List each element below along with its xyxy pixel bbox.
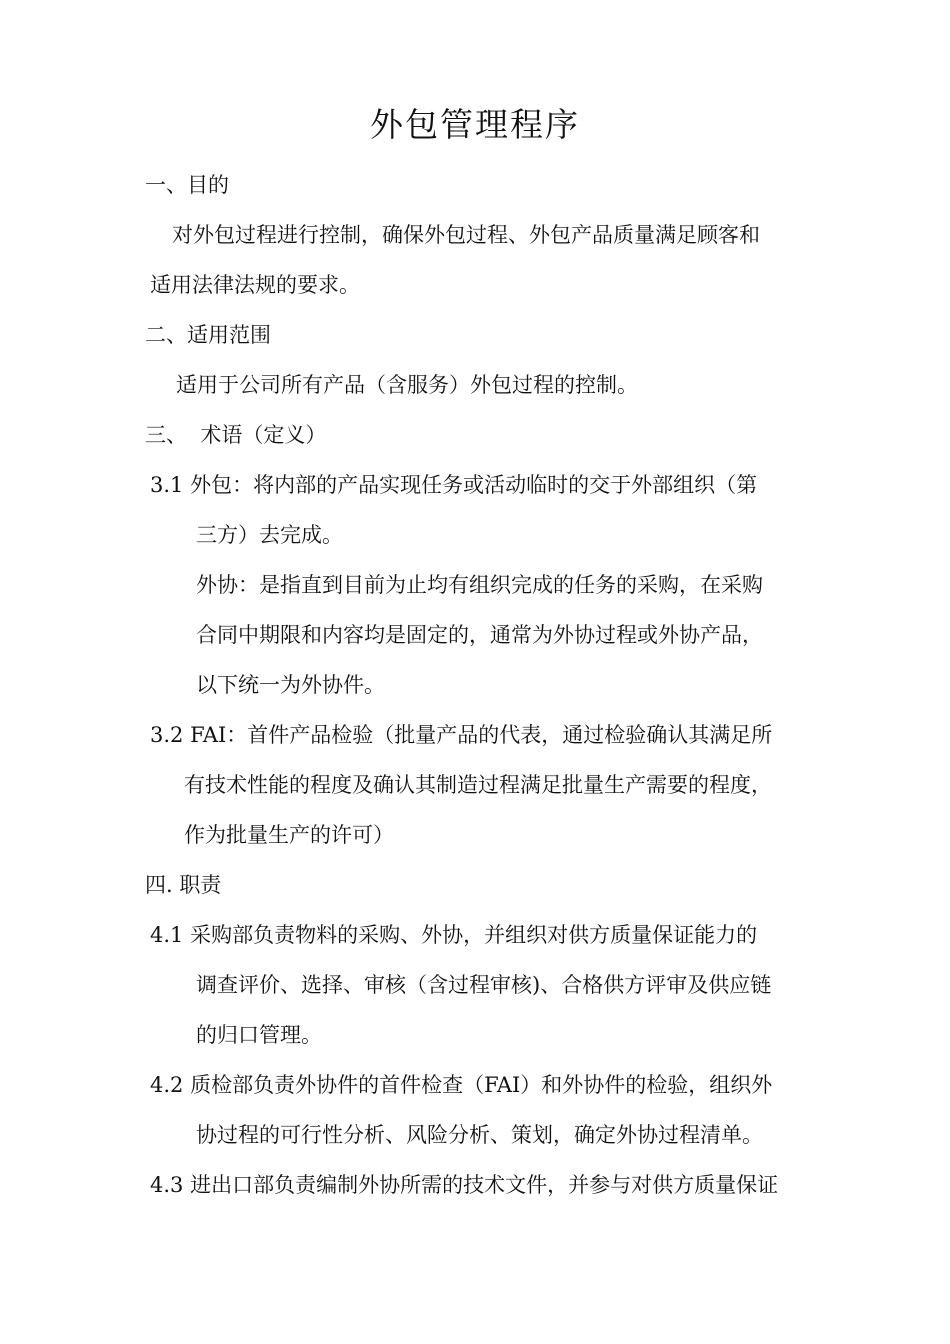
paragraph-line: 适用于公司所有产品（含服务）外包过程的控制。	[176, 373, 638, 397]
numbered-item-4-2: 4.2 质检部负责外协件的首件检查（FAI）和外协件的检验，组织外	[150, 1073, 773, 1097]
numbered-item-3-2: 3.2 FAI：首件产品检验（批量产品的代表，通过检验确认其满足所	[150, 723, 773, 747]
page-title: 外包管理程序	[370, 105, 580, 144]
numbered-item-4-1: 4.1 采购部负责物料的采购、外协，并组织对供方质量保证能力的	[150, 923, 758, 947]
paragraph-line: 合同中期限和内容均是固定的，通常为外协过程或外协产品，	[196, 623, 763, 647]
paragraph-line: 协过程的可行性分析、风险分析、策划，确定外协过程清单。	[196, 1123, 763, 1147]
numbered-item-4-3: 4.3 进出口部负责编制外协所需的技术文件，并参与对供方质量保证	[150, 1173, 779, 1197]
paragraph-line: 调查评价、选择、审核（含过程审核)、合格供方评审及供应链	[196, 973, 772, 997]
paragraph-line: 三方）去完成。	[196, 523, 343, 547]
numbered-item-3-1: 3.1 外包：将内部的产品实现任务或活动临时的交于外部组织（第	[150, 473, 758, 497]
paragraph-line: 适用法律法规的要求。	[150, 273, 360, 297]
section-heading-scope: 二、适用范围	[145, 323, 271, 347]
section-heading-responsibilities: 四. 职责	[145, 873, 222, 897]
paragraph-line: 以下统一为外协件。	[196, 673, 385, 697]
paragraph-line: 的归口管理。	[196, 1023, 322, 1047]
paragraph-line: 有技术性能的程度及确认其制造过程满足批量生产需要的程度，	[184, 773, 772, 797]
paragraph-line: 外协：是指直到目前为止均有组织完成的任务的采购，在采购	[196, 573, 763, 597]
section-heading-terms: 三、 术语（定义）	[145, 423, 327, 447]
paragraph-line: 对外包过程进行控制，确保外包过程、外包产品质量满足顾客和	[172, 223, 760, 247]
section-heading-purpose: 一、目的	[145, 173, 229, 197]
paragraph-line: 作为批量生产的许可）	[184, 823, 394, 847]
